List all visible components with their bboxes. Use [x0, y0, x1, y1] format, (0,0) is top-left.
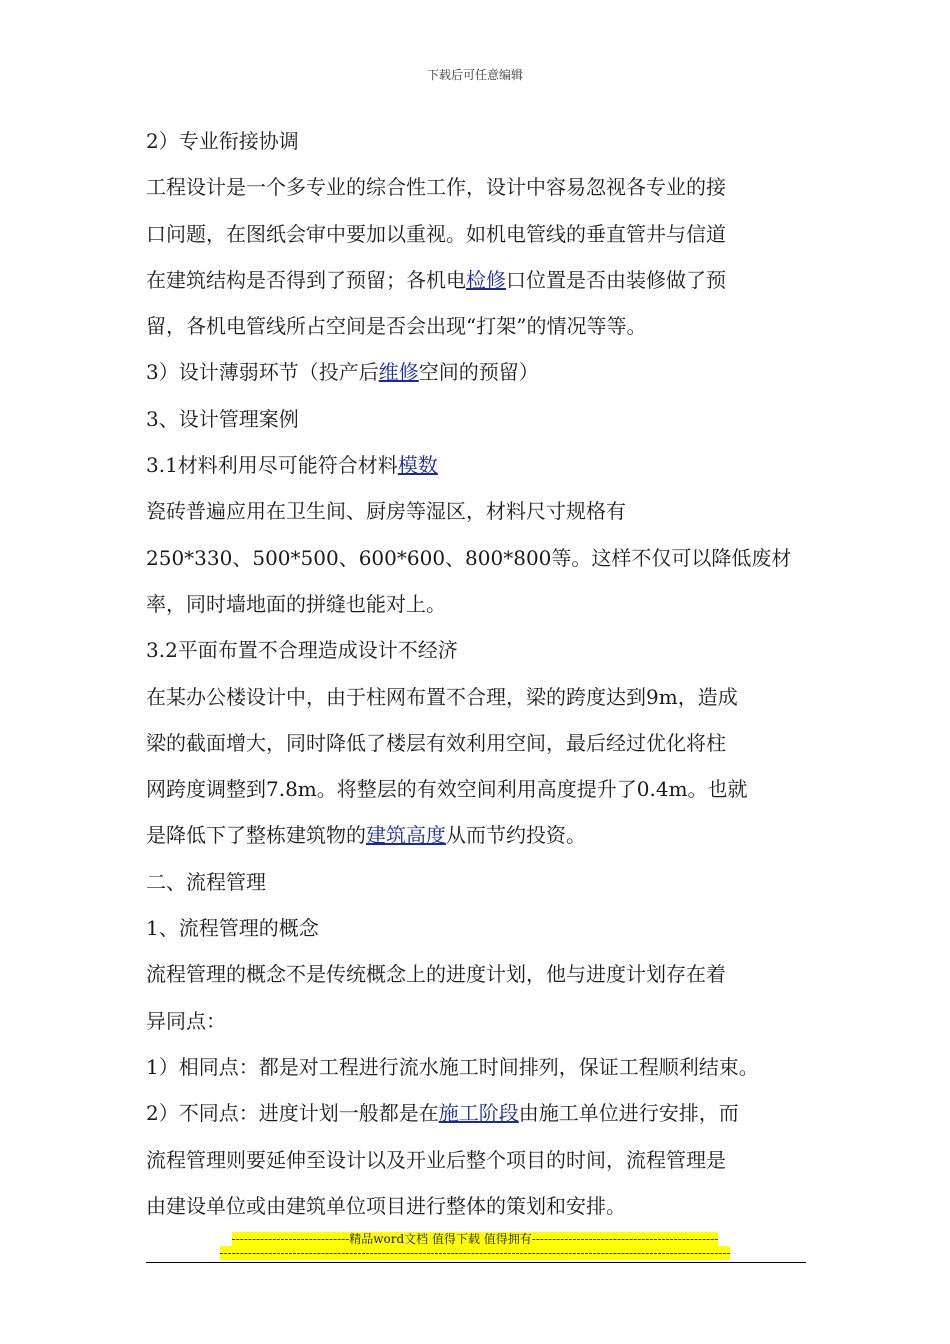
document-body — [146, 118, 826, 1229]
text-run: 异同点： — [146, 1008, 226, 1033]
text-line — [146, 349, 826, 395]
footer-banner — [0, 1230, 950, 1247]
text-run: 3.1材料利用尽可能符合材料 — [146, 453, 398, 478]
inline-link[interactable]: 建筑高度 — [366, 823, 446, 848]
text-line — [146, 812, 826, 858]
text-line — [146, 627, 826, 673]
inline-link[interactable]: 维修 — [378, 360, 419, 385]
text-line — [146, 1137, 826, 1183]
inline-link[interactable]: 施工阶段 — [438, 1101, 519, 1126]
text-line — [146, 396, 826, 442]
text-line — [146, 211, 826, 257]
text-line — [146, 859, 826, 905]
inline-link[interactable]: 模数 — [397, 453, 438, 478]
footer-banner-text: -----------------------------精品word文档 值得下载 值得拥有---------------------------------------------- — [231, 1232, 719, 1246]
text-line — [146, 905, 826, 951]
text-run: 二、流程管理 — [146, 869, 266, 894]
page-header: 下载后可任意编辑 — [426, 68, 523, 82]
footer-dashes-text: ------------------------------------------------------------------------------------------------------------------------------ — [219, 1246, 731, 1260]
text-line — [146, 118, 826, 164]
text-run: 网跨度调整到7.8m。将整层的有效空间利用高度提升了0.4m。也就 — [146, 777, 748, 802]
footer-dashes — [0, 1246, 950, 1260]
text-run: 由施工单位进行安排，而 — [518, 1101, 739, 1126]
text-run: 1、流程管理的概念 — [146, 916, 319, 941]
text-line — [146, 1183, 826, 1229]
text-line — [146, 257, 826, 303]
text-line — [146, 535, 826, 581]
text-line — [146, 164, 826, 210]
text-run: 250*330、500*500、600*600、800*800等。这样不仅可以降低废材 — [146, 545, 792, 570]
text-line — [146, 1090, 826, 1136]
text-run: 空间的预留） — [418, 360, 539, 385]
text-run: 口问题，在图纸会审中要加以重视。如机电管线的垂直管井与信道 — [146, 221, 726, 246]
text-run: 梁的截面增大，同时降低了楼层有效利用空间，最后经过优化将柱 — [146, 730, 726, 755]
text-run: 率，同时墙地面的拼缝也能对上。 — [146, 591, 446, 616]
text-run: 1）相同点：都是对工程进行流水施工时间排列，保证工程顺利结束。 — [146, 1054, 759, 1079]
text-line — [146, 998, 826, 1044]
text-run: 从而节约投资。 — [446, 823, 586, 848]
text-run: 2）不同点：进度计划一般都是在 — [146, 1101, 439, 1126]
text-line — [146, 766, 826, 812]
text-run: 3.2平面布置不合理造成设计不经济 — [146, 638, 458, 663]
text-run: 留，各机电管线所占空间是否会出现“打架”的情况等等。 — [146, 314, 647, 339]
text-line — [146, 720, 826, 766]
text-run: 3、设计管理案例 — [146, 406, 299, 431]
text-run: 由建设单位或由建筑单位项目进行整体的策划和安排。 — [146, 1193, 626, 1218]
text-run: 流程管理的概念不是传统概念上的进度计划，他与进度计划存在着 — [146, 962, 726, 987]
text-line — [146, 488, 826, 534]
text-line — [146, 442, 826, 488]
text-line — [146, 674, 826, 720]
text-line — [146, 303, 826, 349]
text-line — [146, 581, 826, 627]
text-run: 口位置是否由装修做了预 — [506, 267, 726, 292]
text-run: 是降低下了整栋建筑物的 — [146, 823, 366, 848]
inline-link[interactable]: 检修 — [466, 267, 506, 292]
text-run: 瓷砖普遍应用在卫生间、厨房等湿区，材料尺寸规格有 — [146, 499, 626, 524]
text-run: 流程管理则要延伸至设计以及开业后整个项目的时间，流程管理是 — [146, 1147, 726, 1172]
text-run: 3）设计薄弱环节（投产后 — [146, 360, 379, 385]
text-run: 在建筑结构是否得到了预留；各机电 — [146, 267, 466, 292]
text-line — [146, 951, 826, 997]
text-run: 工程设计是一个多专业的综合性工作，设计中容易忽视各专业的接 — [146, 175, 726, 200]
text-line — [146, 1044, 826, 1090]
footer-rule — [146, 1262, 806, 1263]
text-run: 2）专业衔接协调 — [146, 129, 299, 153]
text-run: 在某办公楼设计中，由于柱网布置不合理，梁的跨度达到9m，造成 — [146, 684, 738, 709]
